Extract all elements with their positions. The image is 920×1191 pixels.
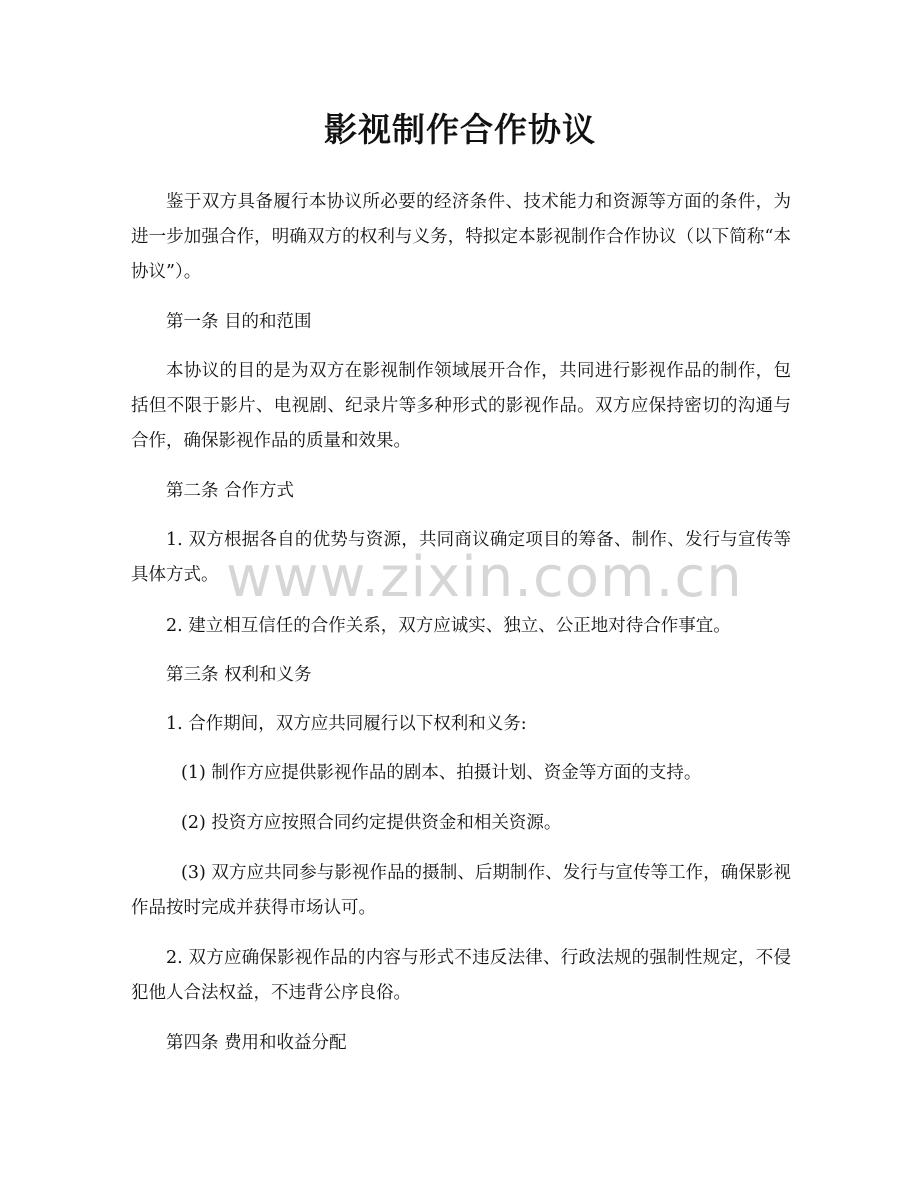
article1-body: 本协议的目的是为双方在影视制作领域展开合作，共同进行影视作品的制作，包括但不限于影片、电视剧、纪录片等多种形式的影视作品。双方应保持密切的沟通与合作，确保影视作品的质量和效果。 xyxy=(131,361,791,451)
article3-sub1: (1) 制作方应提供影视作品的剧本、拍摄计划、资金等方面的支持。 xyxy=(181,763,702,783)
article3-sub2: (2) 投资方应按照合同约定提供资金和相关资源。 xyxy=(181,813,562,833)
article3-sub3: (3) 双方应共同参与影视作品的摄制、后期制作、发行与宣传等工作，确保影视作品按时完成并获得市场认可。 xyxy=(131,863,791,918)
article2-heading: 第二条 合作方式 xyxy=(166,481,295,501)
article3-item2: 2. 双方应确保影视作品的内容与形式不违反法律、行政法规的强制性规定，不侵犯他人合法权益，不违背公序良俗。 xyxy=(131,948,791,1003)
watermark: www.zixin.com.cn xyxy=(226,545,743,610)
article2-item1: 1. 双方根据各自的优势与资源，共同商议确定项目的筹备、制作、发行与宣传等具体方式。 xyxy=(131,530,791,585)
article3-item1: 1. 合作期间，双方应共同履行以下权利和义务: xyxy=(166,714,527,734)
article3-heading: 第三条 权利和义务 xyxy=(166,665,312,685)
article4-heading: 第四条 费用和收益分配 xyxy=(166,1033,347,1053)
preamble-paragraph: 鉴于双方具备履行本协议所必要的经济条件、技术能力和资源等方面的条件，为进一步加强合作，明确双方的权利与义务，特拟定本影视制作合作协议（以下简称“本协议”）。 xyxy=(131,192,791,282)
document-title: 影视制作合作协议 xyxy=(324,110,596,149)
article1-heading: 第一条 目的和范围 xyxy=(166,312,312,332)
article2-item2: 2. 建立相互信任的合作关系，双方应诚实、独立、公正地对待合作事宜。 xyxy=(166,616,731,636)
